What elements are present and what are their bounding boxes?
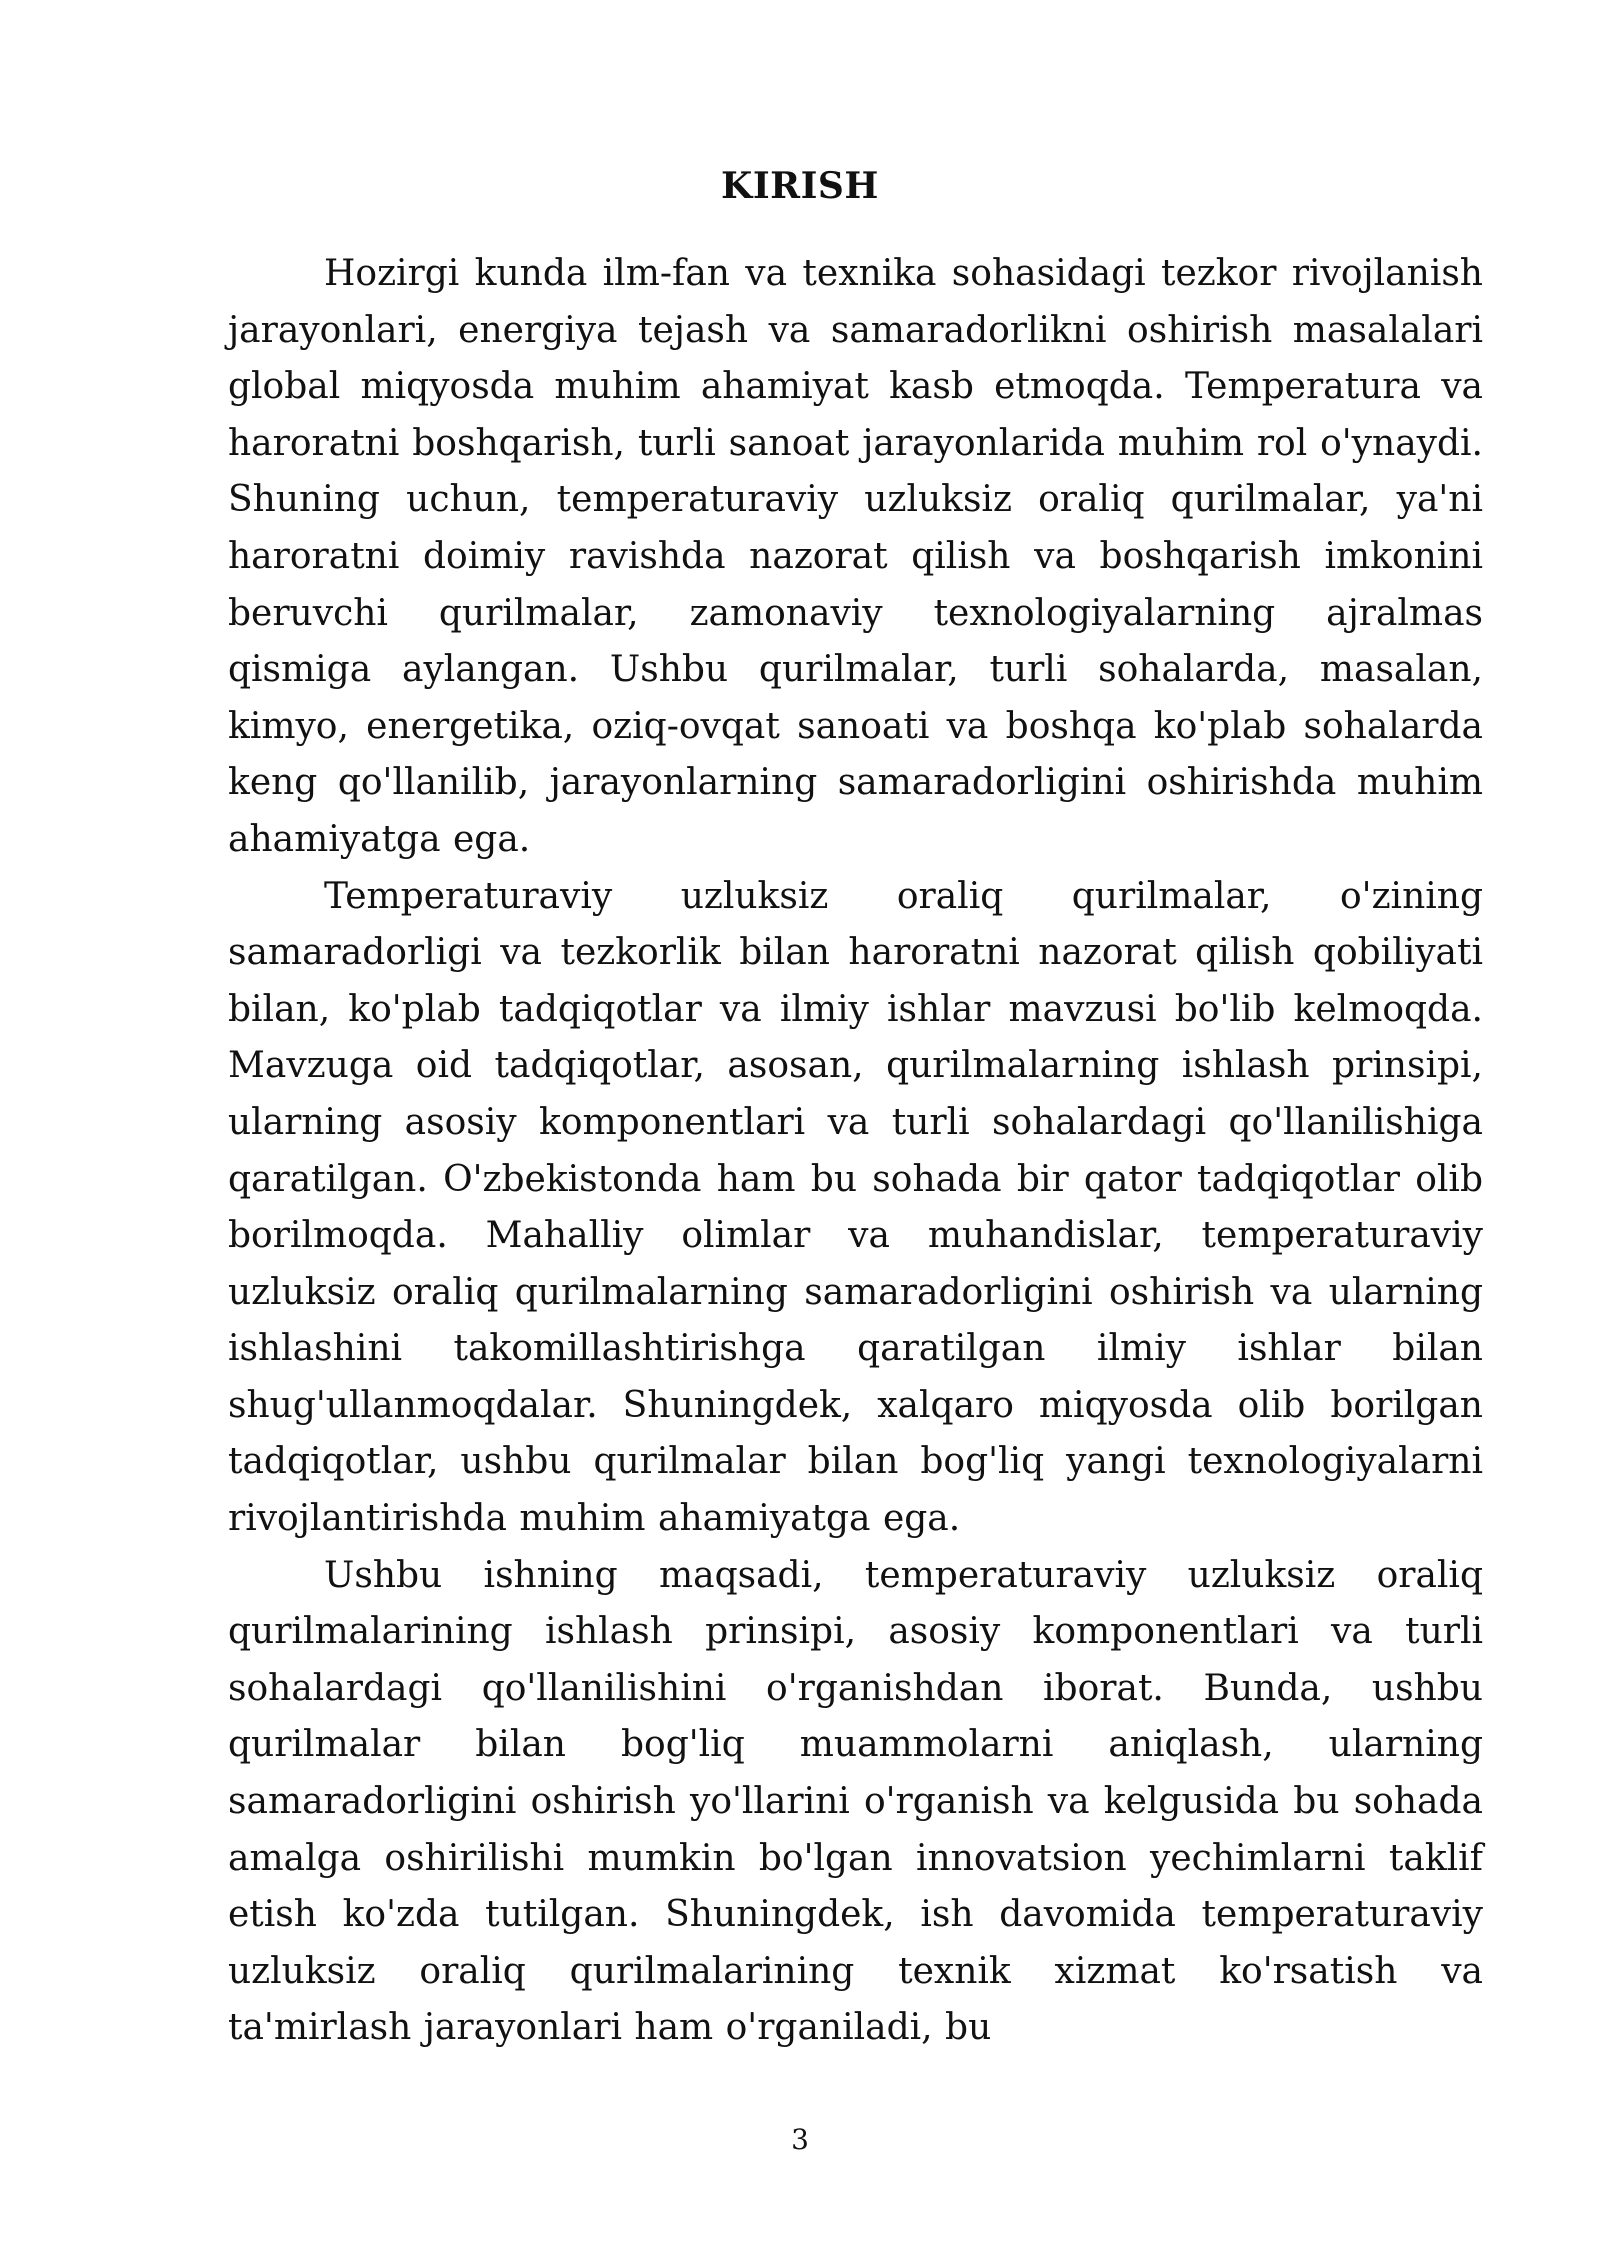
paragraph-3: Ushbu ishning maqsadi, temperaturaviy uzluksiz oraliq qurilmalarining ishlash prinsipi, asosiy komponentlari va turli sohalardagi qo'llanilishini o'rganishdan iborat. Bunda, ushbu qurilmalar bilan bog'liq muammolarni aniqlash, ularning samaradorligini oshirish yo'llarini o'rganish va kelgusida bu sohada amalga oshirilishi mumkin bo'lgan innovatsion yechimlarni taklif etish ko'zda tutilgan. Shuningdek, ish davomida temperaturaviy uzluksiz oraliq qurilmalarining texnik xizmat ko'rsatish va ta'mirlash jarayonlari ham o'rganiladi, bu <box>228 1554 1483 2049</box>
page-number: 3 <box>791 2123 809 2156</box>
page-title: KIRISH <box>721 165 879 207</box>
body-text <box>228 246 1483 2057</box>
paragraph-1: Hozirgi kunda ilm-fan va texnika sohasidagi tezkor rivojlanish jarayonlari, energiya tejash va samaradorlikni oshirish masalalari global miqyosda muhim ahamiyat kasb etmoqda. Temperatura va haroratni boshqarish, turli sanoat jarayonlarida muhim rol o'ynaydi. Shuning uchun, temperaturaviy uzluksiz oraliq qurilmalar, ya'ni haroratni doimiy ravishda nazorat qilish va boshqarish imkonini beruvchi qurilmalar, zamonaviy texnologiyalarning ajralmas qismiga aylangan. Ushbu qurilmalar, turli sohalarda, masalan, kimyo, energetika, oziq-ovqat sanoati va boshqa ko'plab sohalarda keng qo'llanilib, jarayonlarning samaradorligini oshirishda muhim ahamiyatga ega. <box>228 253 1483 860</box>
paragraph-2: Temperaturaviy uzluksiz oraliq qurilmalar, o'zining samaradorligi va tezkorlik bilan haroratni nazorat qilish qobiliyati bilan, ko'plab tadqiqotlar va ilmiy ishlar mavzusi bo'lib kelmoqda. Mavzuga oid tadqiqotlar, asosan, qurilmalarning ishlash prinsipi, ularning asosiy komponentlari va turli sohalardagi qo'llanilishiga qaratilgan. O'zbekistonda ham bu sohada bir qator tadqiqotlar olib borilmoqda. Mahalliy olimlar va muhandislar, temperaturaviy uzluksiz oraliq qurilmalarning samaradorligini oshirish va ularning ishlashini takomillashtirishga qaratilgan ilmiy ishlar bilan shug'ullanmoqdalar. Shuningdek, xalqaro miqyosda olib borilgan tadqiqotlar, ushbu qurilmalar bilan bog'liq yangi texnologiyalarni rivojlantirishda muhim ahamiyatga ega. <box>228 875 1483 1540</box>
